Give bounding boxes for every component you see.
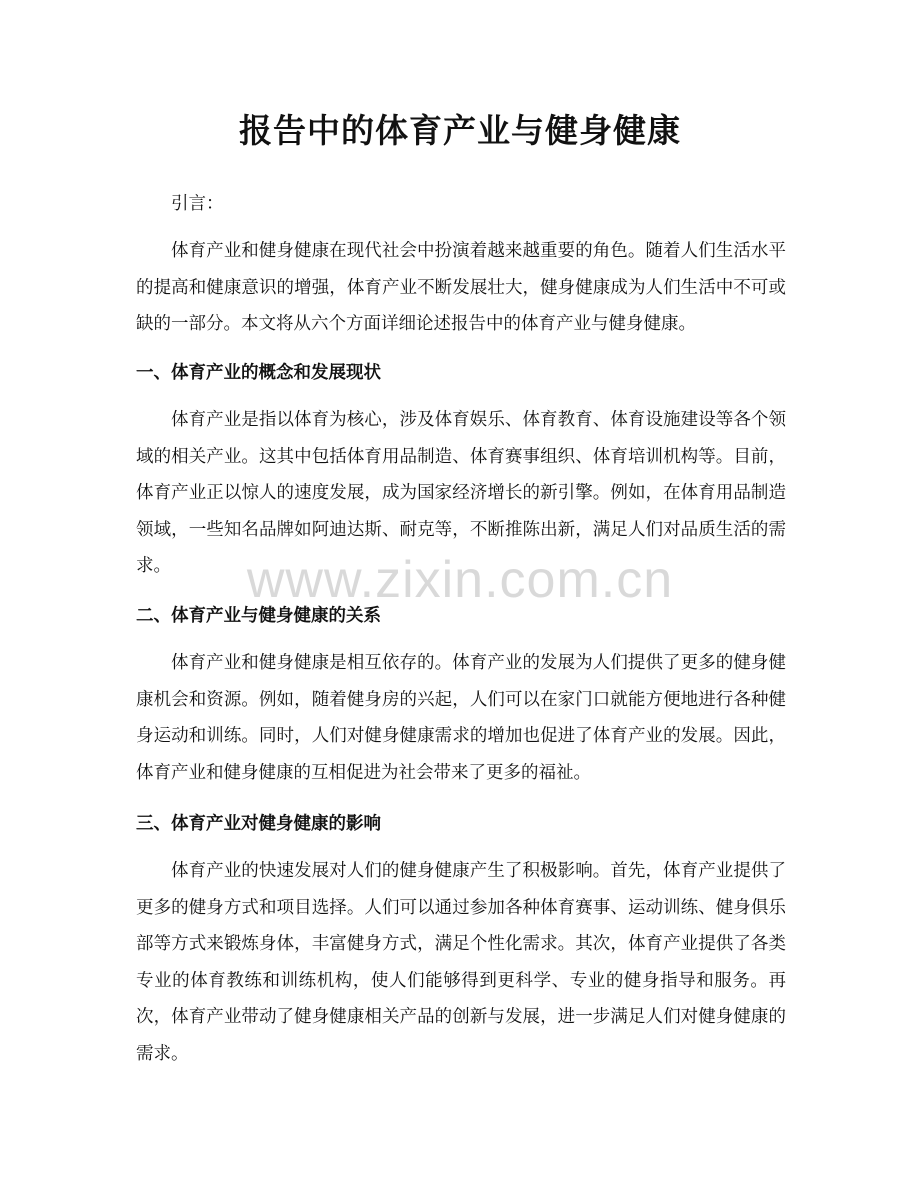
intro-label: 引言：	[171, 194, 224, 214]
section-2-heading: 二、体育产业与健身健康的关系	[136, 606, 381, 626]
section-1-heading: 一、体育产业的概念和发展现状	[136, 363, 381, 383]
intro-paragraph: 体育产业和健身健康在现代社会中扮演着越来越重要的角色。随着人们生活水平的提高和健康意识的增强，体育产业不断发展壮大，健身健康成为人们生活中不可或缺的一部分。本文将从六个方面详细论述报告中的体育产业与健身健康。	[136, 241, 786, 334]
section-3-paragraph: 体育产业的快速发展对人们的健身健康产生了积极影响。首先，体育产业提供了更多的健身方式和项目选择。人们可以通过参加各种体育赛事、运动训练、健身俱乐部等方式来锻炼身体，丰富健身方式，满足个性化需求。其次，体育产业提供了各类专业的体育教练和训练机构，使人们能够得到更科学、专业的健身指导和服务。再次，体育产业带动了健身健康相关产品的创新与发展，进一步满足人们对健身健康的需求。	[136, 861, 786, 1064]
section-3-heading: 三、体育产业对健身健康的影响	[136, 814, 381, 834]
watermark: www.zixin.com.cn	[246, 551, 674, 609]
section-1-paragraph: 体育产业是指以体育为核心，涉及体育娱乐、体育教育、体育设施建设等各个领域的相关产业。这其中包括体育用品制造、体育赛事组织、体育培训机构等。目前，体育产业正以惊人的速度发展，成为国家经济增长的新引擎。例如，在体育用品制造领域，一些知名品牌如阿迪达斯、耐克等，不断推陈出新，满足人们对品质生活的需求。	[136, 410, 786, 576]
document-title: 报告中的体育产业与健身健康	[239, 111, 681, 150]
section-2-paragraph: 体育产业和健身健康是相互依存的。体育产业的发展为人们提供了更多的健身健康机会和资源。例如，随着健身房的兴起，人们可以在家门口就能方便地进行各种健身运动和训练。同时，人们对健身健康需求的增加也促进了体育产业的发展。因此，体育产业和健身健康的互相促进为社会带来了更多的福祉。	[136, 653, 786, 783]
